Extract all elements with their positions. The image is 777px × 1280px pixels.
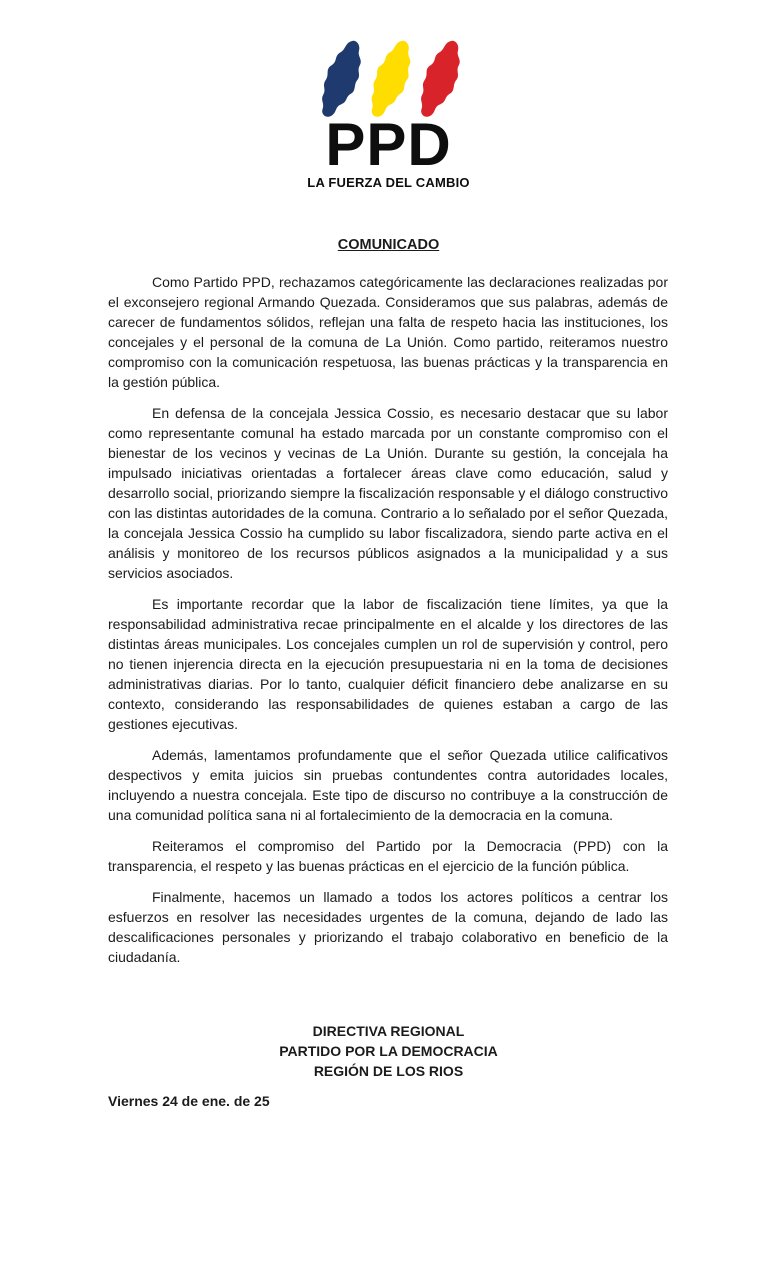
paragraph-6: Finalmente, hacemos un llamado a todos los actores políticos a centrar los esfuerzos en resolver las necesidades urgentes de la comuna, dejando de lado las descalificaciones personales y priorizando el trabajo colaborativo en beneficio de la ciudadanía.: [108, 889, 668, 965]
logo-tagline: LA FUERZA DEL CAMBIO: [307, 175, 470, 190]
signature-line-region: REGIÓN DE LOS RIOS: [313, 1063, 464, 1079]
logo-shape-red: [421, 41, 460, 117]
document-date: Viernes 24 de ene. de 25: [108, 1093, 270, 1109]
logo-shape-yellow: [371, 41, 410, 117]
paragraph-4: Además, lamentamos profundamente que el señor Quezada utilice calificativos despectivos y emita juicios sin pruebas contundentes contra autoridades locales, incluyendo a nuestra concejala. Este tipo de discurso no contribuye a la construcción de una comunidad política sana ni al fortalecimiento de la democracia en la comuna.: [108, 747, 668, 823]
logo-acronym: PPD: [325, 111, 452, 178]
logo-shapes: [316, 38, 462, 122]
signature-line-partido: PARTIDO POR LA DEMOCRACIA: [279, 1043, 498, 1059]
paragraph-3: Es importante recordar que la labor de fiscalización tiene límites, ya que la responsabilidad administrativa recae principalmente en el alcalde y los directores de las distintas áreas municipales. Los concejales cumplen un rol de supervisión y control, pero no tienen injerencia directa en la ejecución presupuestaria ni en la toma de decisiones administrativas diarias. Por lo tanto, cualquier déficit financiero debe analizarse en su contexto, considerando las responsabilidades de quienes estaban a cargo de las gestiones ejecutivas.: [108, 596, 668, 732]
paragraph-2: En defensa de la concejala Jessica Cossio, es necesario destacar que su labor como representante comunal ha estado marcada por un constante compromiso con el bienestar de los vecinos y vecinas de La Unión. Durante su gestión, la concejala ha impulsado iniciativas orientadas a fortalecer áreas clave como educación, salud y desarrollo social, priorizando siempre la fiscalización responsable y el diálogo constructivo con las distintas autoridades de la comuna. Contrario a lo señalado por el señor Quezada, la concejala Jessica Cossio ha cumplido su labor fiscalizadora, siendo parte activa en el análisis y monitoreo de los recursos públicos asignados a la municipalidad y a sus servicios asociados.: [108, 405, 668, 581]
signature-block: [0, 1021, 777, 1081]
document-body: [108, 272, 668, 967]
document-title: COMUNICADO: [337, 237, 440, 253]
logo-shape-blue: [322, 41, 361, 117]
paragraph-1: Como Partido PPD, rechazamos categóricamente las declaraciones realizadas por el exconsejero regional Armando Quezada. Consideramos que sus palabras, además de carecer de fundamentos sólidos, reflejan una falta de respeto hacia las instituciones, los concejales y el personal de la comuna de La Unión. Como partido, reiteramos nuestro compromiso con la comunicación respetuosa, las buenas prácticas y la transparencia en la gestión pública.: [108, 274, 668, 390]
paragraph-5: Reiteramos el compromiso del Partido por la Democracia (PPD) con la transparencia, el respeto y las buenas prácticas en el ejercicio de la función pública.: [108, 838, 668, 874]
ppd-logo: [0, 0, 777, 189]
signature-line-directiva: DIRECTIVA REGIONAL: [312, 1023, 465, 1039]
